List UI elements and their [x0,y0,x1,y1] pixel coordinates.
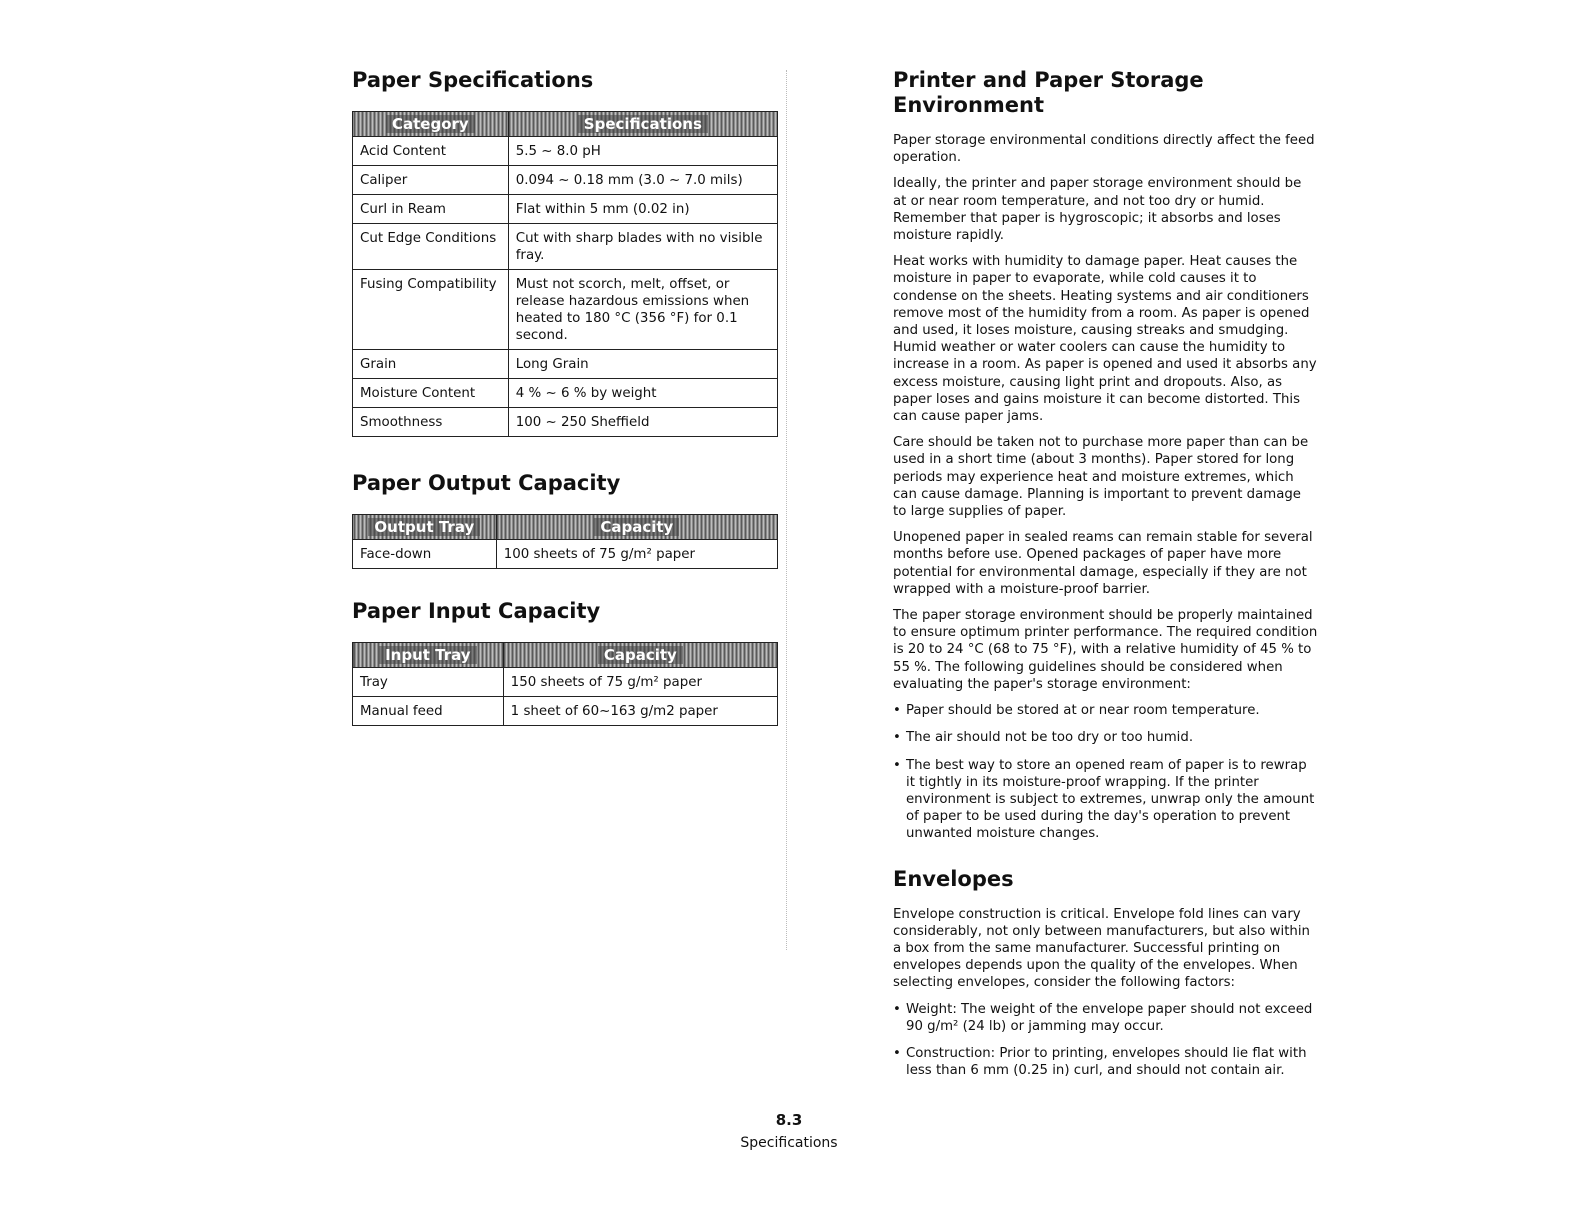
table-header-row [353,643,778,668]
page-number: 8.3 [775,1111,803,1129]
left-column [352,68,778,726]
column-header: Output Tray [353,515,497,540]
table-row [353,224,778,270]
paper-specifications-heading: Paper Specifications [352,68,594,92]
table-row [353,668,778,697]
paragraph: Care should be taken not to purchase more paper than can be used in a short time (about 3 months). Paper stored for long periods may experience heat and moisture extremes, which can cause damage. Planning is important to prevent damage to large supplies of paper. [893,435,1309,520]
tray-cell: Face-down [353,540,497,569]
category-cell: Acid Content [353,137,509,166]
category-cell: Curl in Ream [353,195,509,224]
specification-cell: Flat within 5 mm (0.02 in) [508,195,777,224]
table-row [353,540,778,569]
capacity-cell: 100 sheets of 75 g/m² paper [496,540,777,569]
paragraph: Paper storage environmental conditions directly affect the feed operation. [893,133,1315,166]
column-header: Specifications [508,112,777,137]
column-header: Capacity [496,515,777,540]
paper-specifications-table [352,111,778,437]
specification-cell: 4 % ~ 6 % by weight [508,379,777,408]
specification-cell: Long Grain [508,350,777,379]
paper-output-capacity-heading: Paper Output Capacity [352,471,621,495]
category-cell: Moisture Content [353,379,509,408]
column-header: Input Tray [353,643,504,668]
table-row [353,697,778,726]
storage-guidelines-list [893,702,1318,842]
column-header: Capacity [503,643,777,668]
capacity-cell: 1 sheet of 60~163 g/m2 paper [503,697,777,726]
storage-environment-heading: Printer and Paper Storage Environment [893,68,1204,117]
table-row [353,350,778,379]
specification-cell: 100 ~ 250 Sheffield [508,408,777,437]
category-cell: Grain [353,350,509,379]
table-row [353,270,778,350]
bullet-icon: • [893,1045,901,1061]
paragraph: Unopened paper in sealed reams can remain stable for several months before use. Opened packages of paper have more potential for environmental damage, especially if they are not wrapped with a moisture-proof barrier. [893,530,1313,597]
column-header: Category [353,112,509,137]
list-item: • The air should not be too dry or too humid. [893,730,1194,746]
list-item: • Construction: Prior to printing, envelopes should lie flat with less than 6 mm (0.25 in) curl, and should not contain air. [893,1045,1307,1079]
paper-input-capacity-heading: Paper Input Capacity [352,599,601,623]
bullet-icon: • [893,1001,901,1017]
table-row [353,379,778,408]
specification-cell: Cut with sharp blades with no visible fray. [508,224,777,270]
table-row [353,195,778,224]
category-cell: Fusing Compatibility [353,270,509,350]
right-column [893,68,1318,1089]
paragraph: The paper storage environment should be properly maintained to ensure optimum printer performance. The required condition is 20 to 24 °C (68 to 75 °F), with a relative humidity of 45 % to 55 %. The following guidelines should be considered when evaluating the paper's storage environment: [893,608,1318,692]
list-item: • Paper should be stored at or near room temperature. [893,703,1260,719]
specification-cell: 0.094 ~ 0.18 mm (3.0 ~ 7.0 mils) [508,166,777,195]
paper-output-capacity-table [352,514,778,569]
section-label: Specifications [740,1135,838,1151]
list-item: • The best way to store an opened ream of paper is to rewrap it tightly in its moisture-proof wrapping. If the printer environment is subject to extremes, unwrap only the amount of paper to be used during the day's operation to prevent unwanted moisture changes. [893,757,1315,842]
bullet-icon: • [893,703,901,719]
paragraph: Heat works with humidity to damage paper. Heat causes the moisture in paper to evaporate, while cold causes it to condense on the sheets. Heating systems and air conditioners remove most of the humidity from a room. As paper is opened and used, it loses moisture, causing streaks and smudging. Humid weather or water coolers can cause the humidity to increase in a room. As paper is opened and used it absorbs any excess moisture, causing light print and dropouts. Also, as paper loses and gains moisture it can become distorted. This can cause paper jams. [893,254,1317,425]
list-item: • Weight: The weight of the envelope paper should not exceed 90 g/m² (24 lb) or jamming may occur. [893,1001,1313,1034]
column-divider [786,70,787,950]
table-row [353,137,778,166]
category-cell: Smoothness [353,408,509,437]
capacity-cell: 150 sheets of 75 g/m² paper [503,668,777,697]
tray-cell: Tray [353,668,504,697]
envelopes-heading: Envelopes [893,866,1014,891]
specification-cell: 5.5 ~ 8.0 pH [508,137,777,166]
table-row [353,166,778,195]
specification-cell: Must not scorch, melt, offset, or release hazardous emissions when heated to 180 °C (356 °F) for 0.1 second. [508,270,777,350]
paper-input-capacity-table [352,642,778,726]
tray-cell: Manual feed [353,697,504,726]
table-header-row [353,515,778,540]
paragraph: Ideally, the printer and paper storage environment should be at or near room temperature, and not too dry or humid. Remember that paper is hygroscopic; it absorbs and loses moisture rapidly. [893,176,1302,244]
envelope-factors-list [893,1001,1318,1080]
table-header-row [353,112,778,137]
bullet-icon: • [893,730,901,746]
bullet-icon: • [893,757,901,773]
category-cell: Caliper [353,166,509,195]
paragraph: Envelope construction is critical. Envelope fold lines can vary considerably, not only between manufacturers, but also within a box from the same manufacturer. Successful printing on envelopes depends upon the quality of the envelopes. When selecting envelopes, consider the following factors: [893,906,1310,991]
category-cell: Cut Edge Conditions [353,224,509,270]
table-row [353,408,778,437]
